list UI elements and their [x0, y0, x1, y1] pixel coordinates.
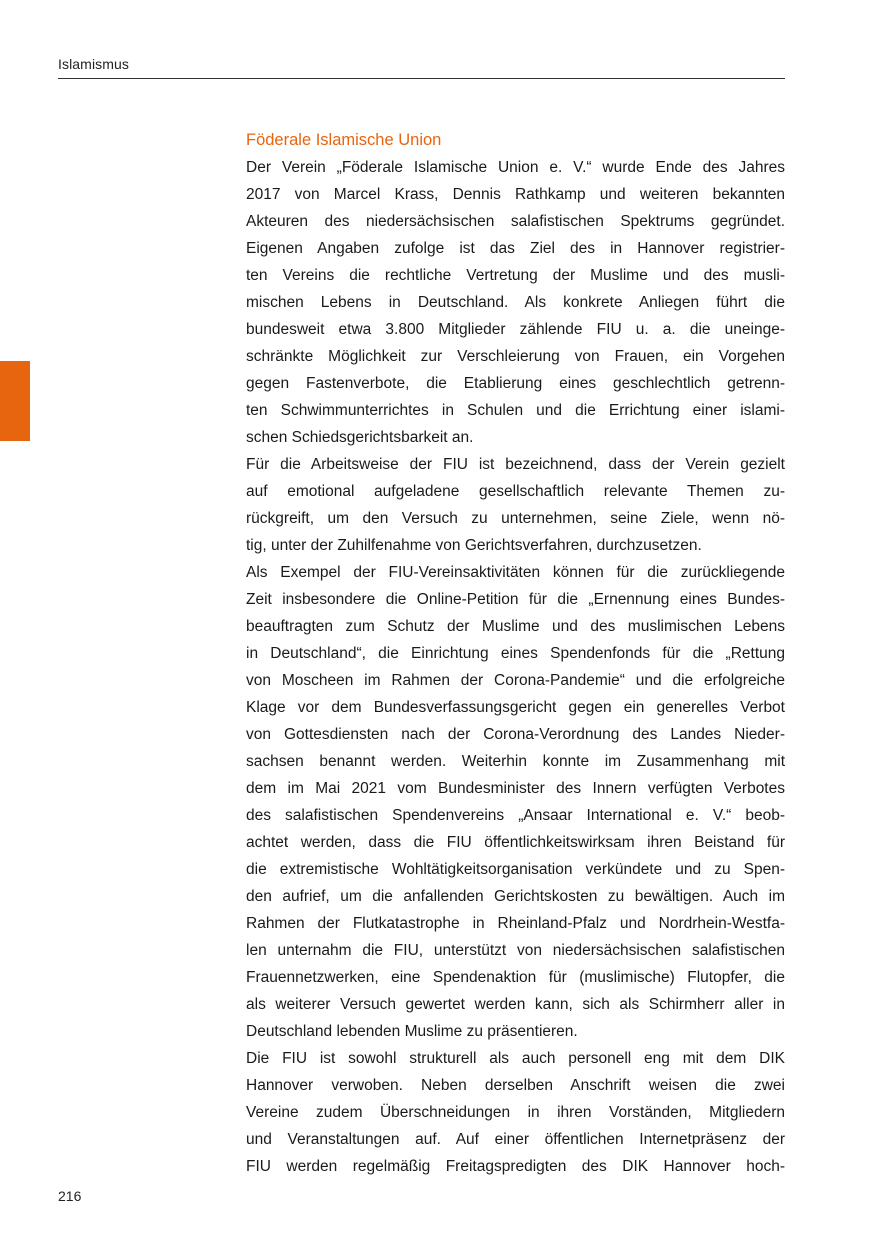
text-line: Der Verein „Föderale Islamische Union e. V.“ wurde Ende des Jahres — [246, 159, 785, 176]
text-line: mischen Lebens in Deutschland. Als konkrete Anliegen führt die — [246, 294, 785, 311]
section-body — [246, 154, 785, 1180]
text-line: und Veranstaltungen auf. Auf einer öffentlichen Internetpräsenz der — [246, 1131, 785, 1148]
text-line: dem im Mai 2021 vom Bundesminister des Innern verfügten Verbotes — [246, 780, 785, 797]
text-line: Als Exempel der FIU-Vereinsaktivitäten können für die zurückliegende — [246, 564, 785, 581]
text-line: beauftragten zum Schutz der Muslime und des muslimischen Lebens — [246, 618, 785, 635]
text-line: Für die Arbeitsweise der FIU ist bezeichnend, dass der Verein gezielt — [246, 456, 785, 473]
paragraph — [246, 451, 785, 559]
text-line: des salafistischen Spendenvereins „Ansaar International e. V.“ beob- — [246, 807, 785, 824]
text-line: Die FIU ist sowohl strukturell als auch personell eng mit dem DIK — [246, 1050, 785, 1067]
text-line: sachsen benannt werden. Weiterhin konnte im Zusammenhang mit — [246, 753, 785, 770]
text-line: Zeit insbesondere die Online-Petition für die „Ernennung eines Bundes- — [246, 591, 785, 608]
text-line: achtet werden, dass die FIU öffentlichkeitswirksam ihren Beistand für — [246, 834, 785, 851]
text-line: 2017 von Marcel Krass, Dennis Rathkamp und weiteren bekannten — [246, 186, 785, 203]
text-line: FIU werden regelmäßig Freitagspredigten des DIK Hannover hoch- — [246, 1158, 785, 1175]
text-line: in Deutschland“, die Einrichtung eines Spendenfonds für die „Rettung — [246, 645, 785, 662]
text-line: die extremistische Wohltätigkeitsorganisation verkündete und zu Spen- — [246, 861, 785, 878]
page-number: 216 — [58, 1188, 82, 1204]
text-line: Frauennetzwerken, eine Spendenaktion für (muslimische) Flutopfer, die — [246, 969, 785, 986]
running-head: Islamismus — [58, 56, 130, 72]
text-line: Hannover verwoben. Neben derselben Anschrift weisen die zwei — [246, 1077, 785, 1094]
paragraph — [246, 1045, 785, 1180]
text-line: Rahmen der Flutkatastrophe in Rheinland-Pfalz und Nordrhein-Westfa- — [246, 915, 785, 932]
text-line: Deutschland lebenden Muslime zu präsentieren. — [246, 1023, 578, 1040]
chapter-side-tab — [0, 361, 30, 441]
text-line: schränkte Möglichkeit zur Verschleierung von Frauen, ein Vorgehen — [246, 348, 785, 365]
text-line: ten Schwimmunterrichtes in Schulen und die Errichtung einer islami- — [246, 402, 785, 419]
text-line: rückgreift, um den Versuch zu unternehmen, seine Ziele, wenn nö- — [246, 510, 785, 527]
section-title: Föderale Islamische Union — [246, 131, 442, 149]
text-line: den aufrief, um die anfallenden Gerichtskosten zu bewältigen. Auch im — [246, 888, 785, 905]
text-line: als weiterer Versuch gewertet werden kann, sich als Schirmherr aller in — [246, 996, 785, 1013]
text-line: schen Schiedsgerichtsbarkeit an. — [246, 429, 474, 446]
header-rule — [58, 78, 785, 79]
text-line: auf emotional aufgeladene gesellschaftlich relevante Themen zu- — [246, 483, 785, 500]
text-line: Vereine zudem Überschneidungen in ihren Vorständen, Mitgliedern — [246, 1104, 785, 1121]
text-line: Eigenen Angaben zufolge ist das Ziel des in Hannover registrier- — [246, 240, 785, 257]
text-line: tig, unter der Zuhilfenahme von Gerichtsverfahren, durchzusetzen. — [246, 537, 702, 554]
text-line: Klage vor dem Bundesverfassungsgericht gegen ein generelles Verbot — [246, 699, 785, 716]
text-line: gegen Fastenverbote, die Etablierung eines geschlechtlich getrenn- — [246, 375, 785, 392]
text-line: ten Vereins die rechtliche Vertretung der Muslime und des musli- — [246, 267, 785, 284]
paragraph — [246, 154, 785, 451]
main-content — [246, 127, 785, 1180]
text-line: Akteuren des niedersächsischen salafistischen Spektrums gegründet. — [246, 213, 785, 230]
text-line: len unternahm die FIU, unterstützt von niedersächsischen salafistischen — [246, 942, 785, 959]
text-line: von Gottesdiensten nach der Corona-Verordnung des Landes Nieder- — [246, 726, 785, 743]
text-line: von Moscheen im Rahmen der Corona-Pandemie“ und die erfolgreiche — [246, 672, 785, 689]
text-line: bundesweit etwa 3.800 Mitglieder zählende FIU u. a. die uneinge- — [246, 321, 785, 338]
paragraph — [246, 559, 785, 1045]
